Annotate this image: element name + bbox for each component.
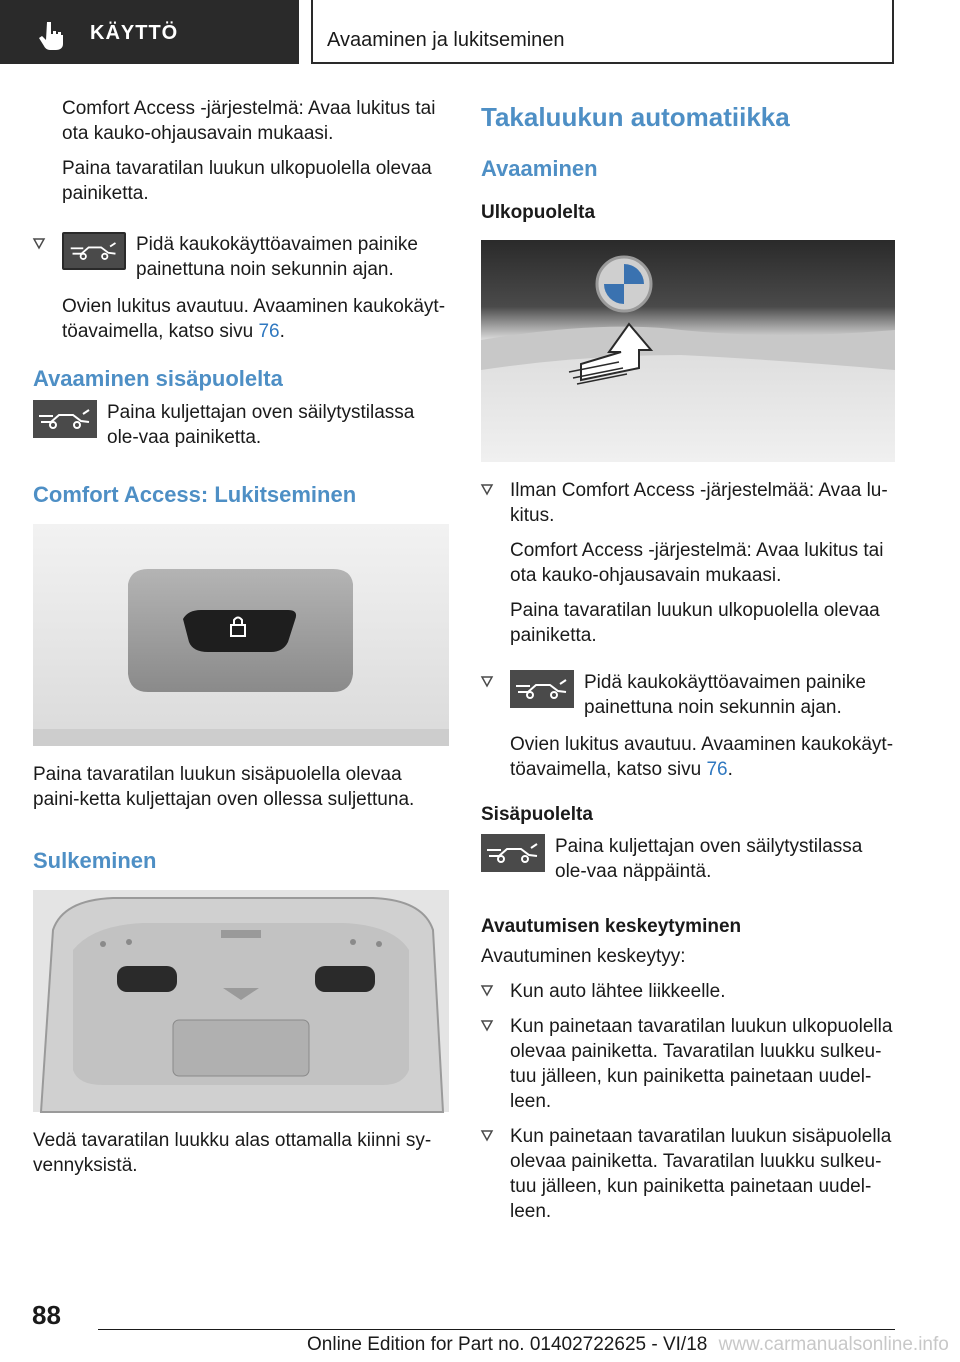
outside-step-1b: Comfort Access -järjestelmä: Avaa lukitus tai ota kauko-ohjausavain mukaasi. (510, 540, 884, 586)
inside-instruction: Paina kuljettajan oven säilytystilassa ole-vaa näppäintä. (555, 836, 863, 882)
page-link-76[interactable]: 76 (706, 759, 728, 780)
remote-bullet (33, 232, 449, 344)
bullet-triangle-icon (481, 1130, 493, 1141)
intro-paragraph-2: Paina tavaratilan luukun ulkopuolella olevaa painiketta. (62, 158, 432, 204)
interrupt-bullet-3 (481, 1124, 897, 1224)
interrupt-heading: Avautumisen keskeytyminen (481, 916, 742, 937)
inside-row (481, 834, 897, 884)
chapter-title: Avaaminen ja lukitseminen (327, 29, 565, 51)
outside-step-1c: Paina tavaratilan luukun ulkopuolella olevaa painiketta. (510, 600, 880, 646)
section-tab (0, 0, 299, 64)
interrupt-bullet-2 (481, 1014, 897, 1114)
remote-result: Ovien lukitus avautuu. Avaaminen kaukokäyt-töavaimella, katso sivu 76. (62, 296, 446, 342)
section-title: KÄYTTÖ (90, 22, 179, 44)
right-column (481, 100, 897, 1224)
bullet-triangle-icon (481, 484, 493, 495)
tailgate-button-icon (510, 670, 574, 708)
edition-text: Online Edition for Part no. 01402722625 - VI/18 (307, 1334, 708, 1355)
remote-instruction: Pidä kaukokäyttöavaimen painike painettuna noin sekunnin ajan. (136, 234, 419, 280)
tailgate-button-icon (33, 400, 97, 438)
outside-bullet-1 (481, 478, 897, 648)
interrupt-intro: Avautuminen keskeytyy: (481, 946, 686, 967)
page-number: 88 (32, 1300, 61, 1330)
inside-instruction: Paina kuljettajan oven säilytystilassa ole-vaa painiketta. (107, 402, 415, 448)
bullet-triangle-icon (481, 985, 493, 996)
opening-heading: Avaaminen (481, 156, 598, 181)
tailgate-interior-photo (33, 890, 449, 1112)
left-column (33, 96, 449, 1178)
comfort-heading: Comfort Access: Lukitseminen (33, 482, 357, 507)
intro-paragraph-1: Comfort Access -järjestelmä: Avaa lukitus tai ota kauko-ohjausavain mukaasi. (62, 98, 436, 144)
closing-heading: Sulkeminen (33, 848, 157, 873)
lock-button-photo (33, 524, 449, 746)
tailgate-button-icon (481, 834, 545, 872)
interrupt-item-3: Kun painetaan tavaratilan luukun sisäpuolella olevaa painiketta. Tavaratilan luukku sulkeu-tuu jälleen, kun painiketta painetaan uudel-leen. (510, 1126, 892, 1222)
footer-divider (98, 1329, 895, 1330)
exterior-button-photo (481, 240, 895, 462)
outside-bullet-2 (481, 670, 897, 782)
outside-step-1a: Ilman Comfort Access -järjestelmää: Avaa lu-kitus. (510, 480, 888, 526)
inside-heading: Avaaminen sisäpuolelta (33, 366, 283, 391)
bullet-triangle-icon (33, 238, 45, 249)
outside-remote-instruction: Pidä kaukokäyttöavaimen painike painettuna noin sekunnin ajan. (584, 672, 867, 718)
inside-row (33, 400, 449, 450)
section-heading: Takaluukun automatiikka (481, 102, 790, 132)
bullet-triangle-icon (481, 1020, 493, 1031)
bullet-triangle-icon (481, 676, 493, 687)
interrupt-bullet-1 (481, 979, 897, 1004)
hand-pointer-icon (38, 20, 66, 50)
tailgate-button-icon (62, 232, 126, 270)
closing-instruction: Vedä tavaratilan luukku alas ottamalla kiinni sy-vennyksistä. (33, 1130, 432, 1176)
outside-remote-result: Ovien lukitus avautuu. Avaaminen kaukokäyt-töavaimella, katso sivu 76. (510, 734, 894, 780)
outside-heading: Ulkopuolelta (481, 202, 596, 223)
interrupt-item-1: Kun auto lähtee liikkeelle. (510, 981, 726, 1002)
comfort-instruction: Paina tavaratilan luukun sisäpuolella olevaa paini-ketta kuljettajan oven ollessa suljettuna. (33, 764, 415, 810)
inside-heading: Sisäpuolelta (481, 804, 593, 825)
watermark-text: www.carmanualsonline.info (718, 1334, 949, 1355)
interrupt-item-2: Kun painetaan tavaratilan luukun ulkopuolella olevaa painiketta. Tavaratilan luukku sulkeu-tuu jälleen, kun painiketta painetaan uudel-leen. (510, 1016, 893, 1112)
page-link-76[interactable]: 76 (258, 321, 280, 342)
page-header (0, 0, 960, 66)
footer-edition (307, 1334, 949, 1356)
chapter-tab (311, 0, 894, 64)
